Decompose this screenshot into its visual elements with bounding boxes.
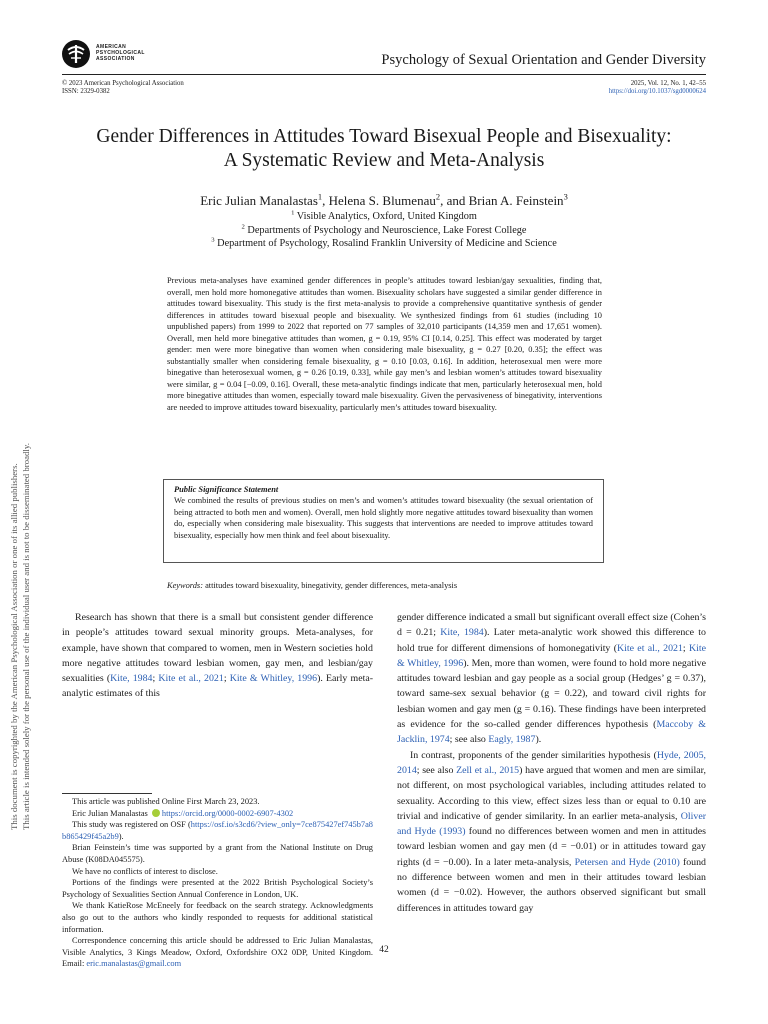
apa-logo-icon [62, 40, 90, 68]
footnote: We have no conflicts of interest to disclose. [72, 866, 218, 876]
citation-link[interactable]: Kite & Whitley, 1996 [229, 673, 318, 685]
journal-title: Psychology of Sexual Orientation and Gender Diversity [381, 52, 706, 68]
abstract: Previous meta-analyses have examined gender differences in people’s attitudes toward lesbian/gay sexualities, finding that, overall, men hold more homonegative attitudes than women. Bisexuality scholars have suggested a similar gender difference in attitudes toward bisexuality. This study is the first meta-analysis to provide a comprehensive quantitative synthesis of gender differences in attitudes toward bisexual people and bisexuality. We synthesized findings from 61 studies (including 10 unpublished papers) from 1999 to 2022 that reported on 77 samples of 32,010 participants (14,359 men and 17,651 women). Overall, men held more binegative attitudes than women, g = 0.19, 95% CI [0.14, 0.25]. This effect was moderated by target gender: men were more binegative than women when considering male bisexuality, g = 0.27 [0.20, 0.35]; the effect was substantially smaller when considering female bisexuality, g = 0.10 [0.03, 0.16]. In addition, heterosexual men were more binegative than heterosexual women, g = 0.26 [0.19, 0.33], while gay men’s and lesbian women’s attitudes toward bisexuality were similar, g = 0.04 [−0.09, 0.16]. Overall, these meta-analytic findings indicate that men, particularly heterosexual men, hold more binegative attitudes than women, especially toward male bisexuality. Given the pervasiveness of binegativity, interventions are needed to improve attitudes toward bisexuality, particularly men’s attitudes toward bisexuality. [167, 276, 602, 412]
citation-link[interactable]: Kite et al., 2021 [158, 673, 224, 685]
significance-body: We combined the results of previous studies on men’s and women’s attitudes toward bisexuality (the sexual orientation of being attracted to both men and women). Overall, men hold slightly more negative attitudes toward bisexuality than women do, especially when considering male bisexuality. This suggests that interventions are needed to improve attitudes toward bisexuality, especially how men think and feel about bisexuality. [174, 496, 593, 540]
footnote: We thank KatieRose McEneely for feedback on the search strategy. Acknowledgments also go out to the authors who kindly responded to requests for additional statistical information. [62, 901, 373, 934]
footnote: Eric Julian Manalastas https://orcid.org/0000-0002-6907-4302 [72, 808, 294, 818]
author-1: Eric Julian Manalastas [200, 193, 318, 208]
citation-link[interactable]: Zell et al., 2015 [456, 764, 520, 776]
issn: ISSN: 2329-0382 [62, 88, 110, 95]
copyright-block [62, 80, 184, 96]
footnotes [62, 796, 373, 970]
logo-text: AMERICAN PSYCHOLOGICAL ASSOCIATION [96, 44, 145, 62]
keywords-label: Keywords: [167, 581, 203, 590]
title-line-2: A Systematic Review and Meta-Analysis [223, 150, 545, 171]
body-left-column [62, 610, 373, 702]
orcid-icon[interactable] [152, 809, 160, 817]
citation-link[interactable]: Hyde, 2005, 2014 [397, 749, 706, 776]
keywords [167, 580, 457, 591]
affiliation-2: $^2$ Departments of Psychology and Neuroscience, Lake Forest College [241, 223, 527, 236]
copyright: © 2023 American Psychological Association [62, 80, 184, 87]
author-2: Helena S. Blumenau [328, 193, 436, 208]
article-title [62, 125, 706, 173]
citation-link[interactable]: Kite et al., 2021 [616, 642, 683, 654]
header-rule [62, 74, 706, 75]
page-number: 42 [379, 945, 389, 955]
footnote: This article was published Online First March 23, 2023. [72, 797, 260, 806]
footnote: Portions of the findings were presented at the 2022 British Psychological Society’s Psychology of Sexualities Section Annual Conference in London, UK. [62, 878, 373, 899]
side-text-1: This document is copyrighted by the American Psychological Association or one of its allied publishers. [9, 463, 19, 830]
footnote: Correspondence concerning this article should be addressed to Eric Julian Manalastas, Visible Analytics, 3 Kings Meadow, Oxford, Oxfordshire OX2 0DP, United Kingdom. Email: eric.manalastas@gmail.com [62, 936, 373, 969]
citation-link[interactable]: Petersen and Hyde (2010) [574, 856, 680, 868]
citation-link[interactable]: Kite, 1984 [110, 673, 153, 685]
side-text-2: This article is intended solely for the personal use of the individual user and is not to be disseminated broadly. [21, 443, 31, 830]
paragraph: gender difference indicated a small but significant overall effect size (Cohen’s d = 0.21; Kite, 1984). Later meta-analytic work showed this difference to hold true for different dimensions of homonegativity (Kite et al., 2021; Kite & Whitley, 1996). Men, more than women, were found to hold more negative attitudes toward lesbian and gay people as a social group (Hedges’ g = 0.37), toward same-sex sexual behavior (g = 0.22), and toward civil rights for lesbian women and gay men (g = 0.16). These findings have been interpreted as evidence for the so-called gender differences hypothesis (Maccoby & Jacklin, 1974; see also Eagly, 1987). [397, 612, 707, 746]
author-3: Brian A. Feinstein [468, 193, 564, 208]
title-line-1: Gender Differences in Attitudes Toward Bisexual People and Bisexuality: [96, 126, 672, 147]
orcid-link[interactable]: https://orcid.org/0000-0002-6907-4302 [161, 808, 294, 818]
footnote-rule [62, 793, 152, 794]
author-list: Eric Julian Manalastas$^1$, Helena S. Blumenau$^2$, and Brian A. Feinstein$^3$ [200, 191, 568, 208]
osf-link[interactable]: https://osf.io/s3cd6/?view_only=7ce875427ef745b7a8b865429f45a2b9 [62, 820, 373, 841]
body-right-column [397, 610, 706, 916]
significance-title: Public Significance Statement [174, 485, 279, 494]
citation-link[interactable]: Eagly, 1987 [488, 734, 536, 746]
keywords-list: attitudes toward bisexuality, binegativity, gender differences, meta-analysis [202, 581, 458, 590]
citation-link[interactable]: Oliver and Hyde (1993) [397, 810, 706, 838]
apa-logo [62, 40, 182, 70]
footnote: Brian Feinstein’s time was supported by a grant from the National Institute on Drug Abuse (K08DA045575). [62, 843, 373, 864]
volume-info: 2025, Vol. 12, No. 1, 42–55 [630, 80, 706, 87]
email-link[interactable]: eric.manalastas@gmail.com [86, 959, 182, 969]
citation-link[interactable]: Kite, 1984 [440, 627, 484, 639]
paragraph: In contrast, proponents of the gender similarities hypothesis (Hyde, 2005, 2014; see also Zell et al., 2015) have argued that women and men are similar, not different, on most psychological variables, including attitudes related to sexuality. According to this view, effect sizes less than or equal to 0.10 are trivial and indicative of gender similarity. In an earlier meta-analysis, Oliver and Hyde (1993) found no differences between women and men in attitudes toward lesbian women and gay men (d = −0.01) or in attitudes toward gay rights (d = −0.00). In a later meta-analysis, Petersen and Hyde (2010) found no difference between women and men in their attitudes toward lesbian women (d = −0.02). However, the authors observed significant but small differences in attitudes toward gay [397, 749, 707, 914]
citation-link[interactable]: Maccoby & Jacklin, 1974 [397, 719, 706, 746]
citation-link[interactable]: Kite & Whitley, 1996 [397, 642, 706, 669]
citation-block [609, 80, 706, 96]
affiliation-3: $^3$ Department of Psychology, Rosalind Franklin University of Medicine and Science [211, 236, 557, 249]
copyright-sidebar [8, 270, 32, 830]
paragraph: Research has shown that there is a small but consistent gender difference in people’s attitudes toward sexual minority groups. Meta-analyses, for example, have shown that compared to women, men in Western societies hold more negative attitudes toward lesbian women, gay men, and lesbian/gay sexualities (Kite, 1984; Kite et al., 2021; Kite & Whitley, 1996). Early meta-analytic estimates of this [62, 612, 373, 700]
affiliations [62, 210, 706, 251]
footnote: This study was registered on OSF (https://osf.io/s3cd6/?view_only=7ce875427ef745b7a8b865429f45a2b9). [62, 820, 373, 841]
affiliation-1: $^1$ Visible Analytics, Oxford, United Kingdom [291, 209, 477, 222]
doi-link[interactable]: https://doi.org/10.1037/sgd0000624 [608, 88, 706, 95]
public-significance-box [163, 479, 604, 563]
